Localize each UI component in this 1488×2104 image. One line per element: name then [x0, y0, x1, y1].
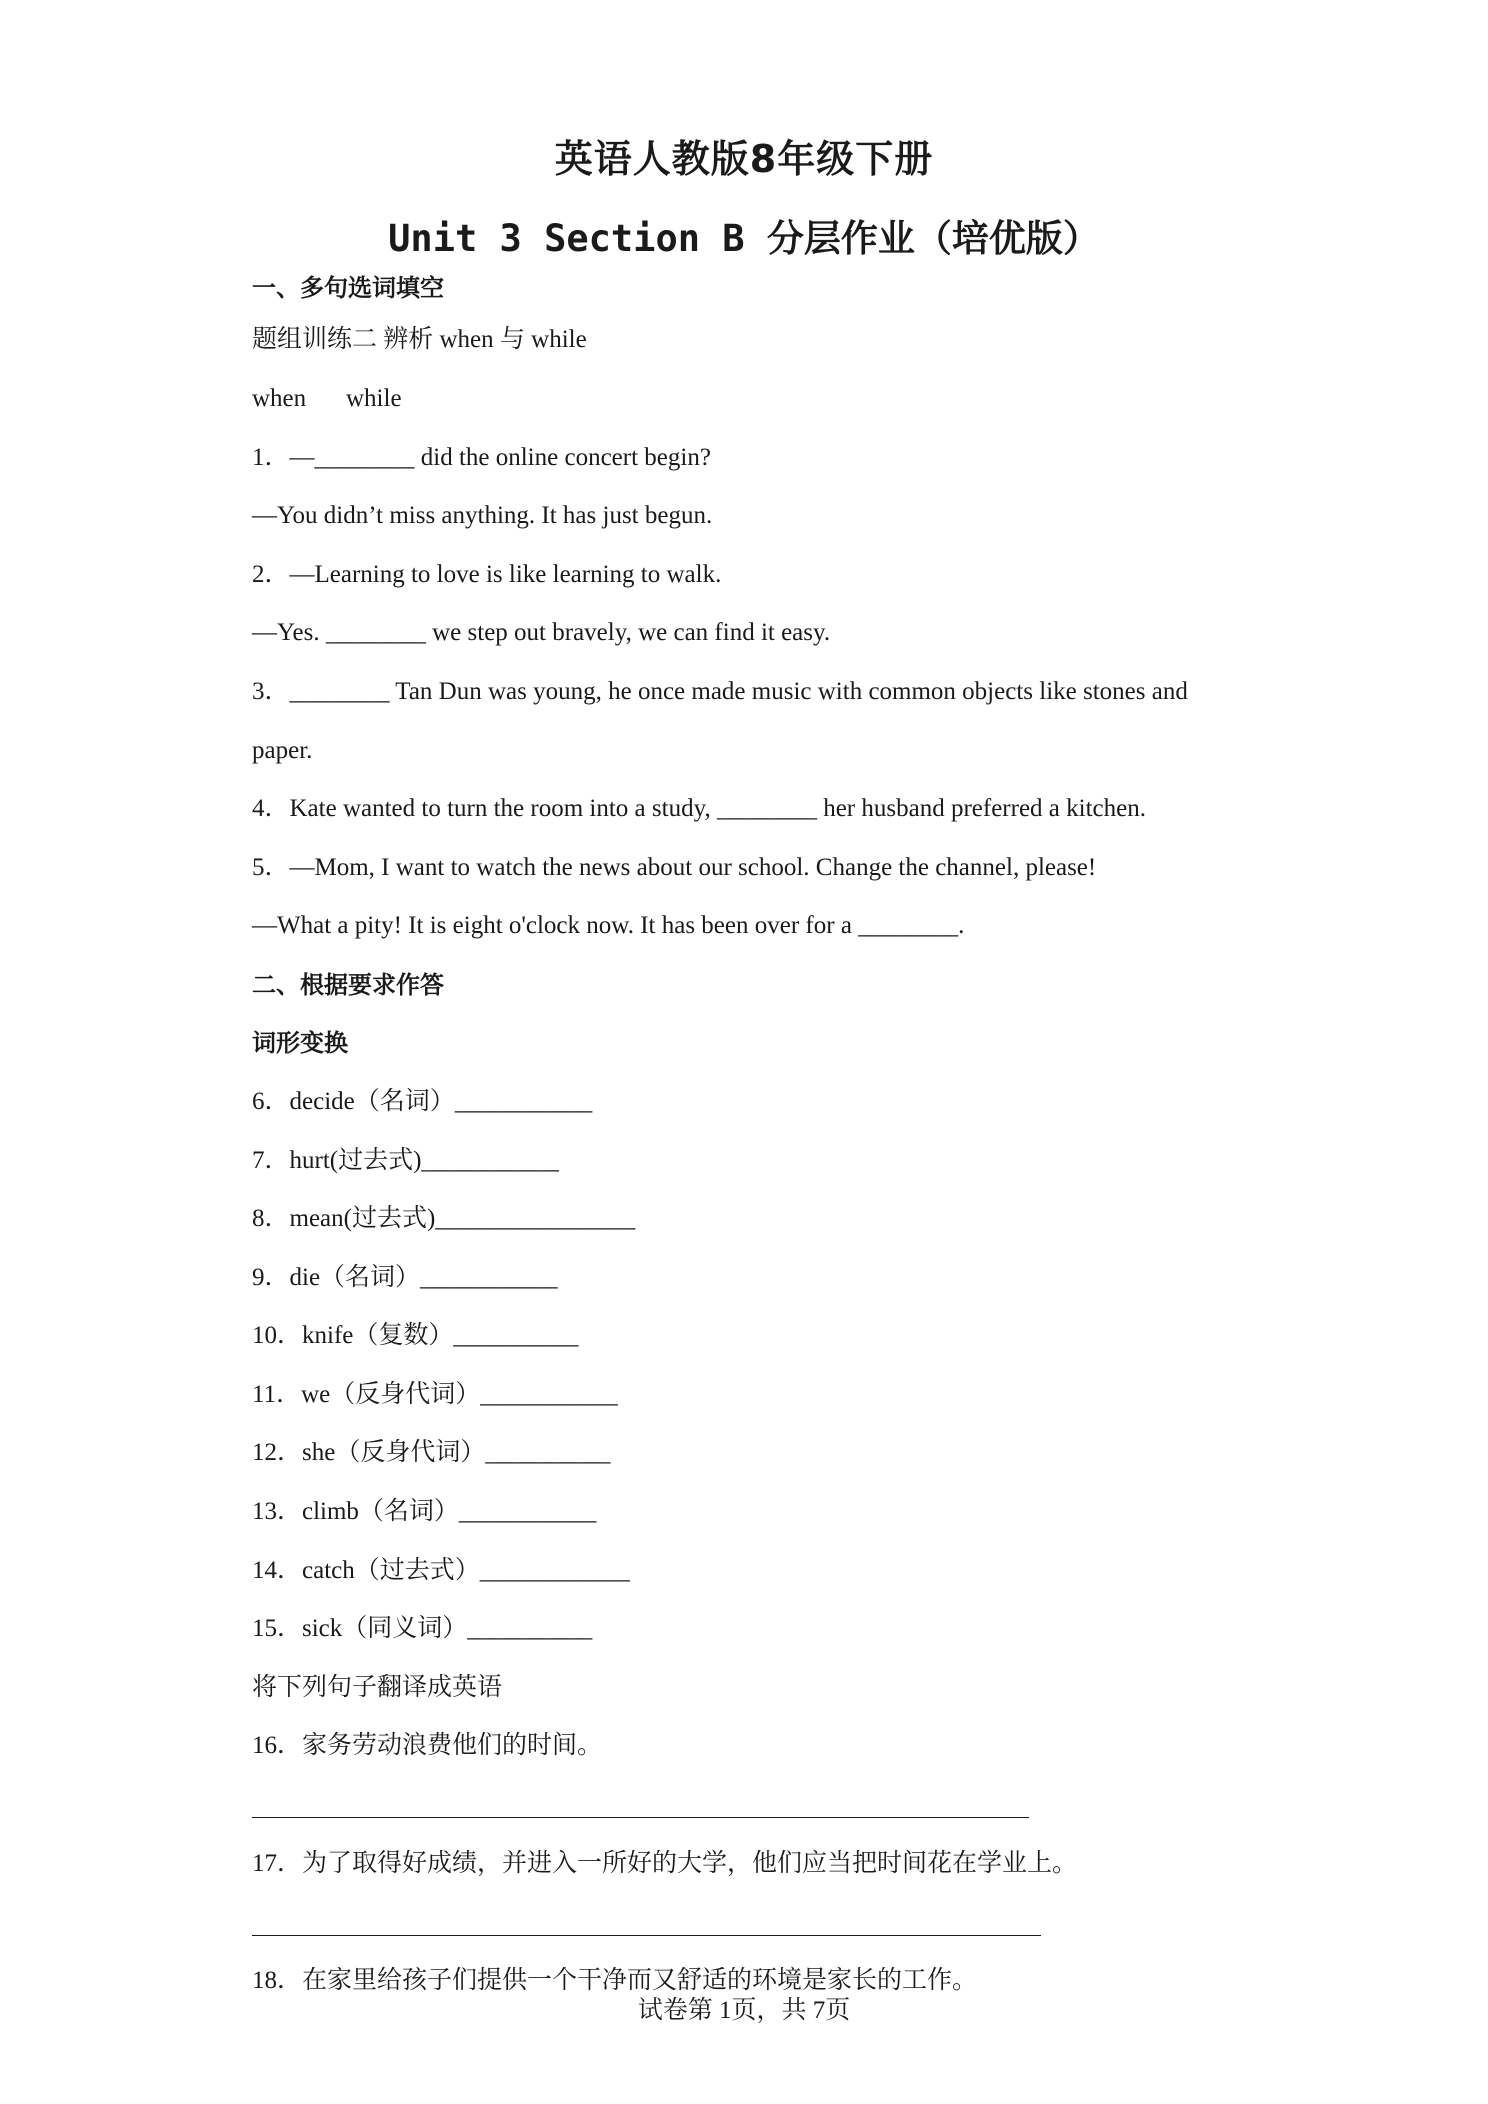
document-subtitle: Unit 3 Section B 分层作业（培优版） — [388, 217, 1100, 260]
document-title: 英语人教版8年级下册 — [554, 137, 934, 181]
subsection-heading: 词形变换 — [252, 1029, 348, 1057]
question-1: 1．—________ did the online concert begin? — [252, 444, 711, 471]
question-6: 6．decide（名词）___________ — [252, 1088, 593, 1115]
section-heading-1: 一、多句选词填空 — [252, 274, 444, 302]
question-8: 8．mean(过去式)________________ — [252, 1205, 636, 1232]
question-4: 4．Kate wanted to turn the room into a study, ________ her husband preferred a kitchen. — [252, 795, 1146, 822]
translation-instructions: 将下列句子翻译成英语 — [252, 1674, 503, 1701]
word-bank — [252, 383, 402, 415]
word-bank-item: when — [252, 385, 307, 412]
question-16: 16．家务劳动浪费他们的时间。 — [252, 1732, 603, 1759]
section-intro: 题组训练二 辨析 when 与 while — [252, 326, 587, 353]
question-12: 12．she（反身代词）__________ — [252, 1439, 611, 1466]
page-footer: 试卷第 1页，共 7页 — [637, 1997, 851, 2024]
section-heading-2: 二、根据要求作答 — [252, 971, 444, 999]
question-9: 9．die（名词）___________ — [252, 1264, 558, 1291]
question-3: 3．________ Tan Dun was young, he once made music with common objects like stones and — [252, 678, 1188, 705]
question-1-reply: —You didn’t miss anything. It has just begun. — [252, 502, 713, 529]
question-3-cont: paper. — [252, 737, 313, 764]
question-5-reply: —What a pity! It is eight o'clock now. It has been over for a ________. — [252, 912, 965, 939]
answer-line-16[interactable] — [252, 1817, 1029, 1818]
question-11: 11．we（反身代词）___________ — [252, 1381, 618, 1408]
question-7: 7．hurt(过去式)___________ — [252, 1147, 559, 1174]
word-bank-item: while — [346, 385, 402, 412]
question-14: 14．catch（过去式）____________ — [252, 1557, 630, 1584]
question-5: 5．—Mom, I want to watch the news about our school. Change the channel, please! — [252, 854, 1097, 881]
question-13: 13．climb（名词）___________ — [252, 1498, 597, 1525]
question-2: 2．—Learning to love is like learning to walk. — [252, 561, 722, 588]
question-17: 17．为了取得好成绩，并进入一所好的大学，他们应当把时间花在学业上。 — [252, 1850, 1078, 1877]
question-15: 15．sick（同义词）__________ — [252, 1615, 593, 1642]
question-10: 10．knife（复数）__________ — [252, 1322, 579, 1349]
answer-line-17[interactable] — [252, 1935, 1041, 1936]
question-18: 18．在家里给孩子们提供一个干净而又舒适的环境是家长的工作。 — [252, 1967, 978, 1994]
question-2-reply: —Yes. ________ we step out bravely, we can find it easy. — [252, 619, 831, 646]
